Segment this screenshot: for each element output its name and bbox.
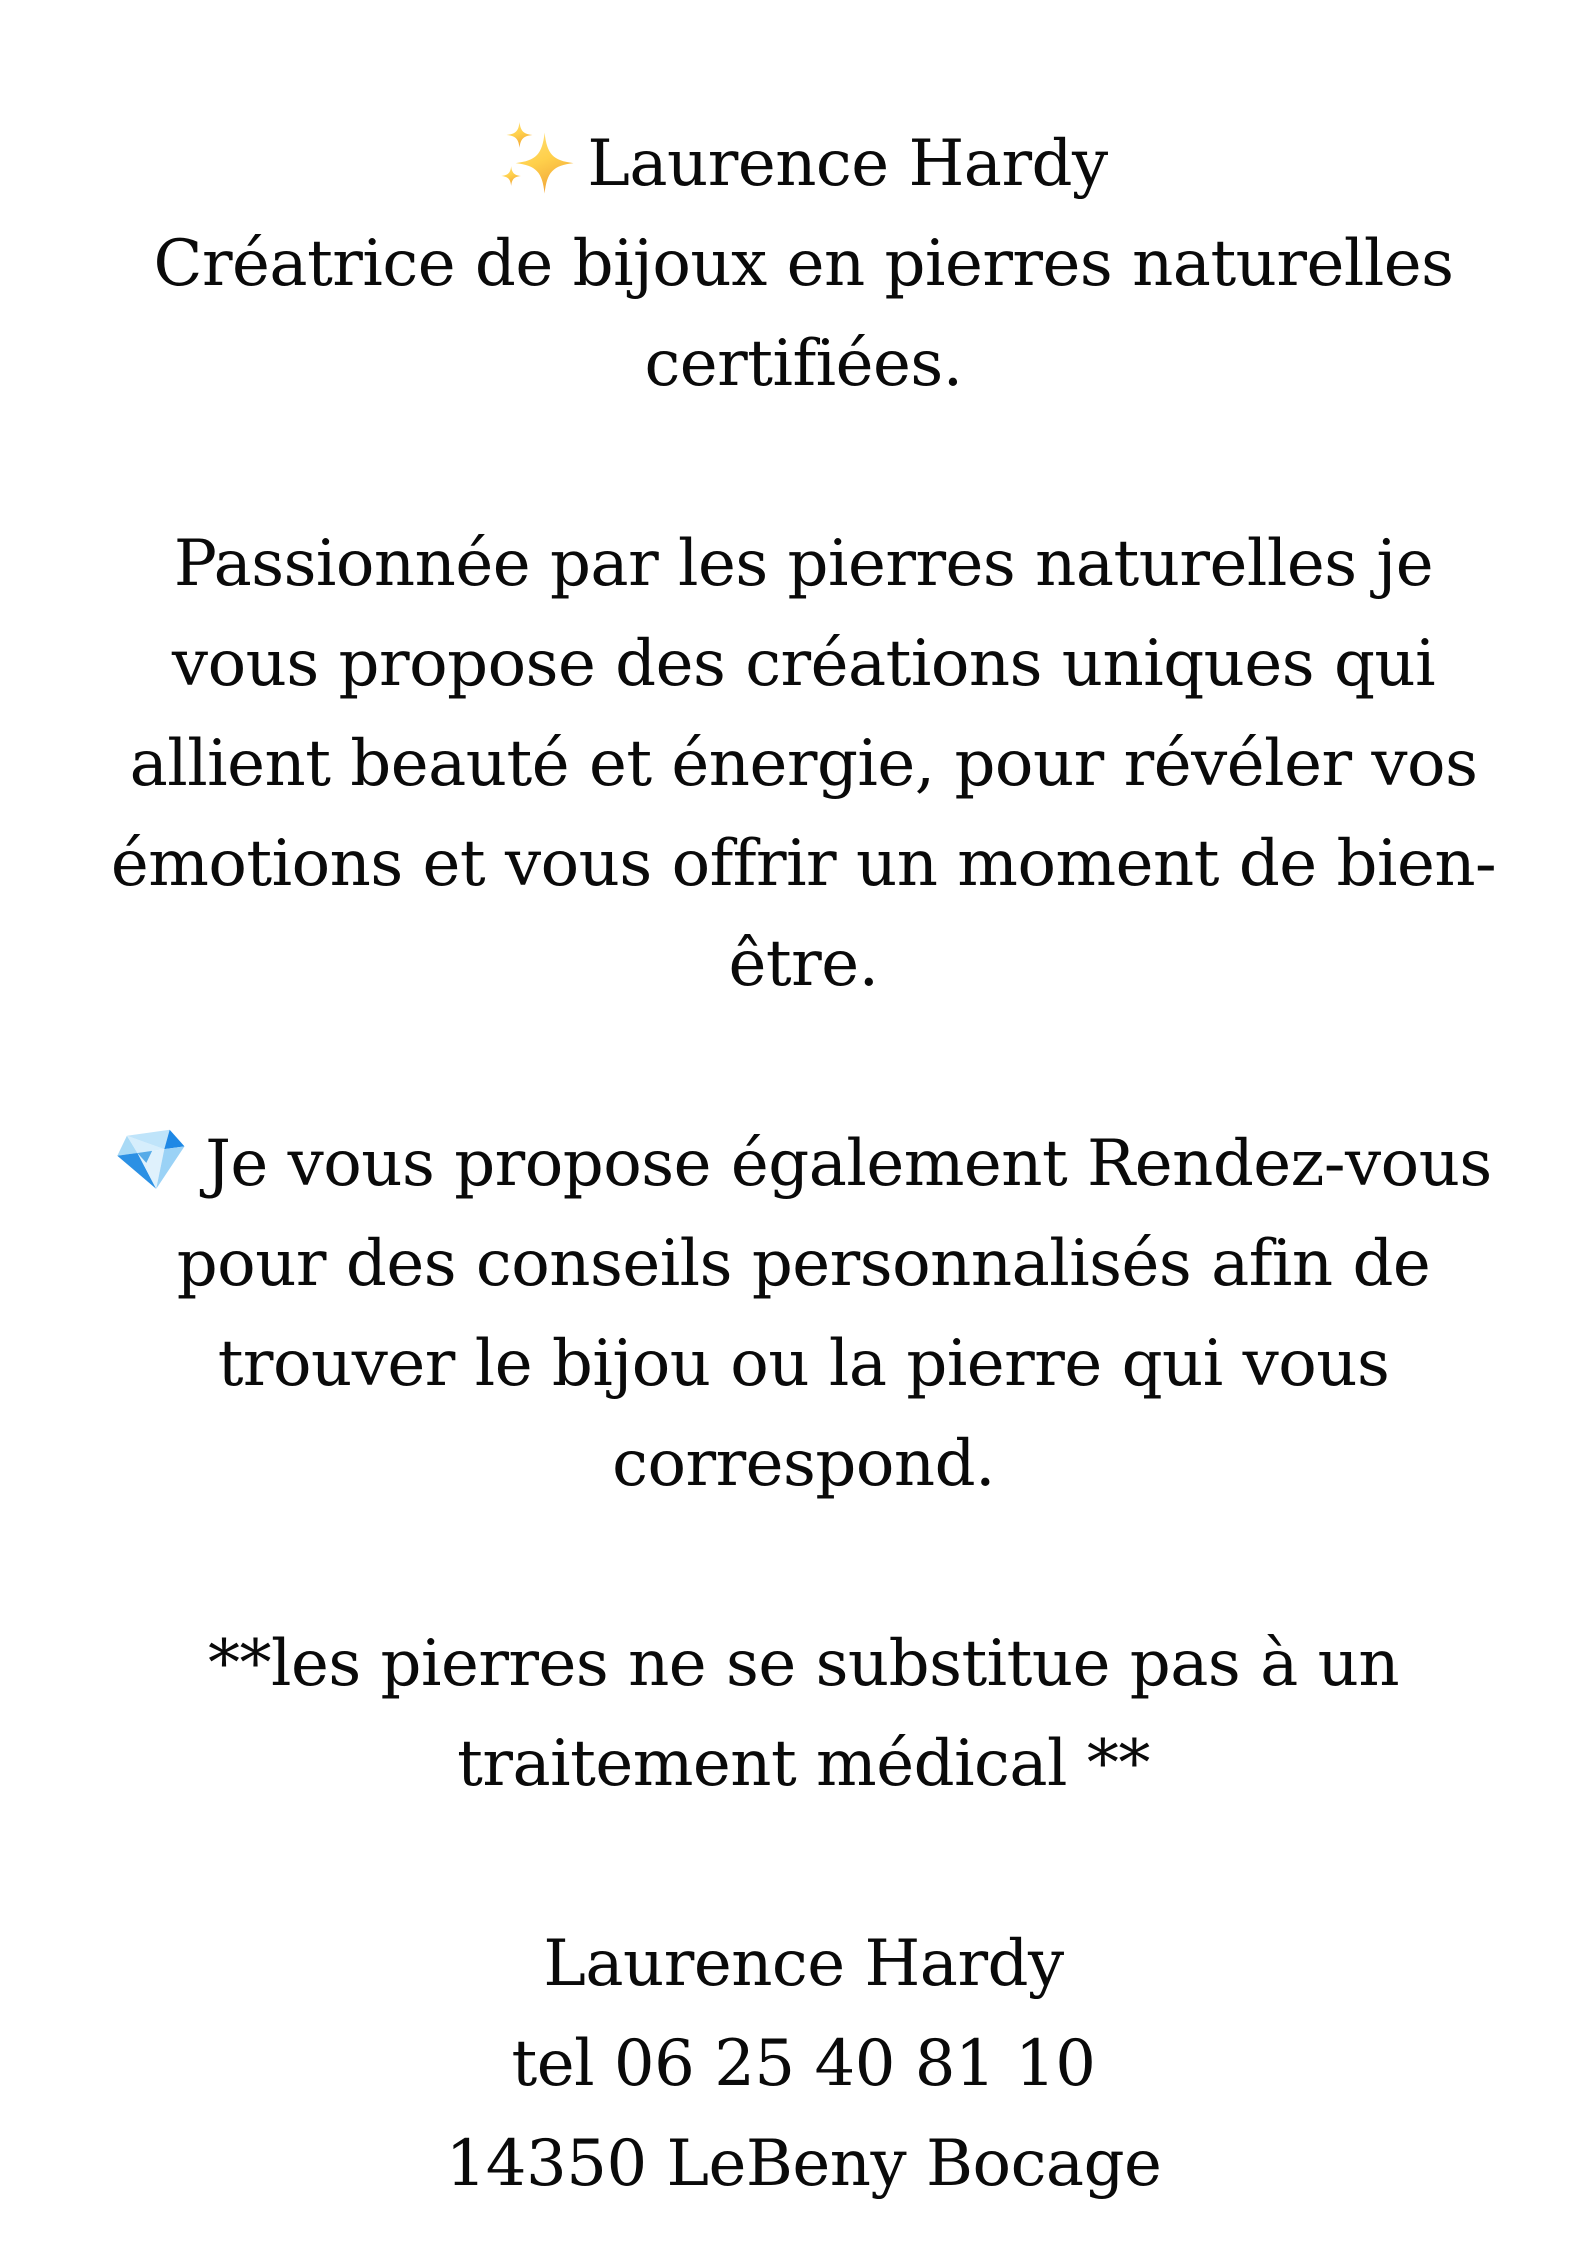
contact-name-line: Laurence Hardy xyxy=(543,1927,1064,2001)
intro-line-1: Passionnée par les pierres naturelles je xyxy=(173,527,1434,601)
appointments-line-3: trouver le bijou ou la pierre qui vous xyxy=(217,1327,1390,1401)
headline-text: Laurence Hardy xyxy=(587,127,1108,201)
intro-line-5: être. xyxy=(728,927,879,1001)
appointments-text: Je vous propose également Rendez-vous xyxy=(205,1127,1492,1201)
contact-phone-line: tel 06 25 40 81 10 xyxy=(511,2027,1096,2101)
intro-line-4: émotions et vous offrir un moment de bien- xyxy=(110,827,1497,901)
sparkles-emoji-icon xyxy=(499,119,575,195)
appointments-paragraph xyxy=(44,1114,1563,1514)
disclaimer-line-2: traitement médical ** xyxy=(457,1727,1150,1801)
contact-address-line: 14350 LeBeny Bocage xyxy=(445,2127,1162,2201)
appointments-line-1 xyxy=(44,1114,1563,1214)
disclaimer-paragraph xyxy=(44,1614,1563,1814)
title-paragraph xyxy=(44,114,1563,414)
intro-paragraph xyxy=(44,514,1563,1014)
intro-line-3: allient beauté et énergie, pour révéler vos xyxy=(129,727,1478,801)
appointments-line-2: pour des conseils personnalisés afin de xyxy=(176,1227,1431,1301)
disclaimer-line-1: **les pierres ne se substitue pas à un xyxy=(207,1627,1400,1701)
appointments-line-4: correspond. xyxy=(612,1427,995,1501)
subtitle-line-2: certifiées. xyxy=(644,327,963,401)
subtitle-line-1: Créatrice de bijoux en pierres naturelles xyxy=(153,227,1454,301)
gem-stone-emoji-icon xyxy=(115,1125,189,1193)
intro-line-2: vous propose des créations uniques qui xyxy=(171,627,1436,701)
contact-paragraph xyxy=(44,1914,1563,2214)
headline-line xyxy=(44,114,1563,214)
